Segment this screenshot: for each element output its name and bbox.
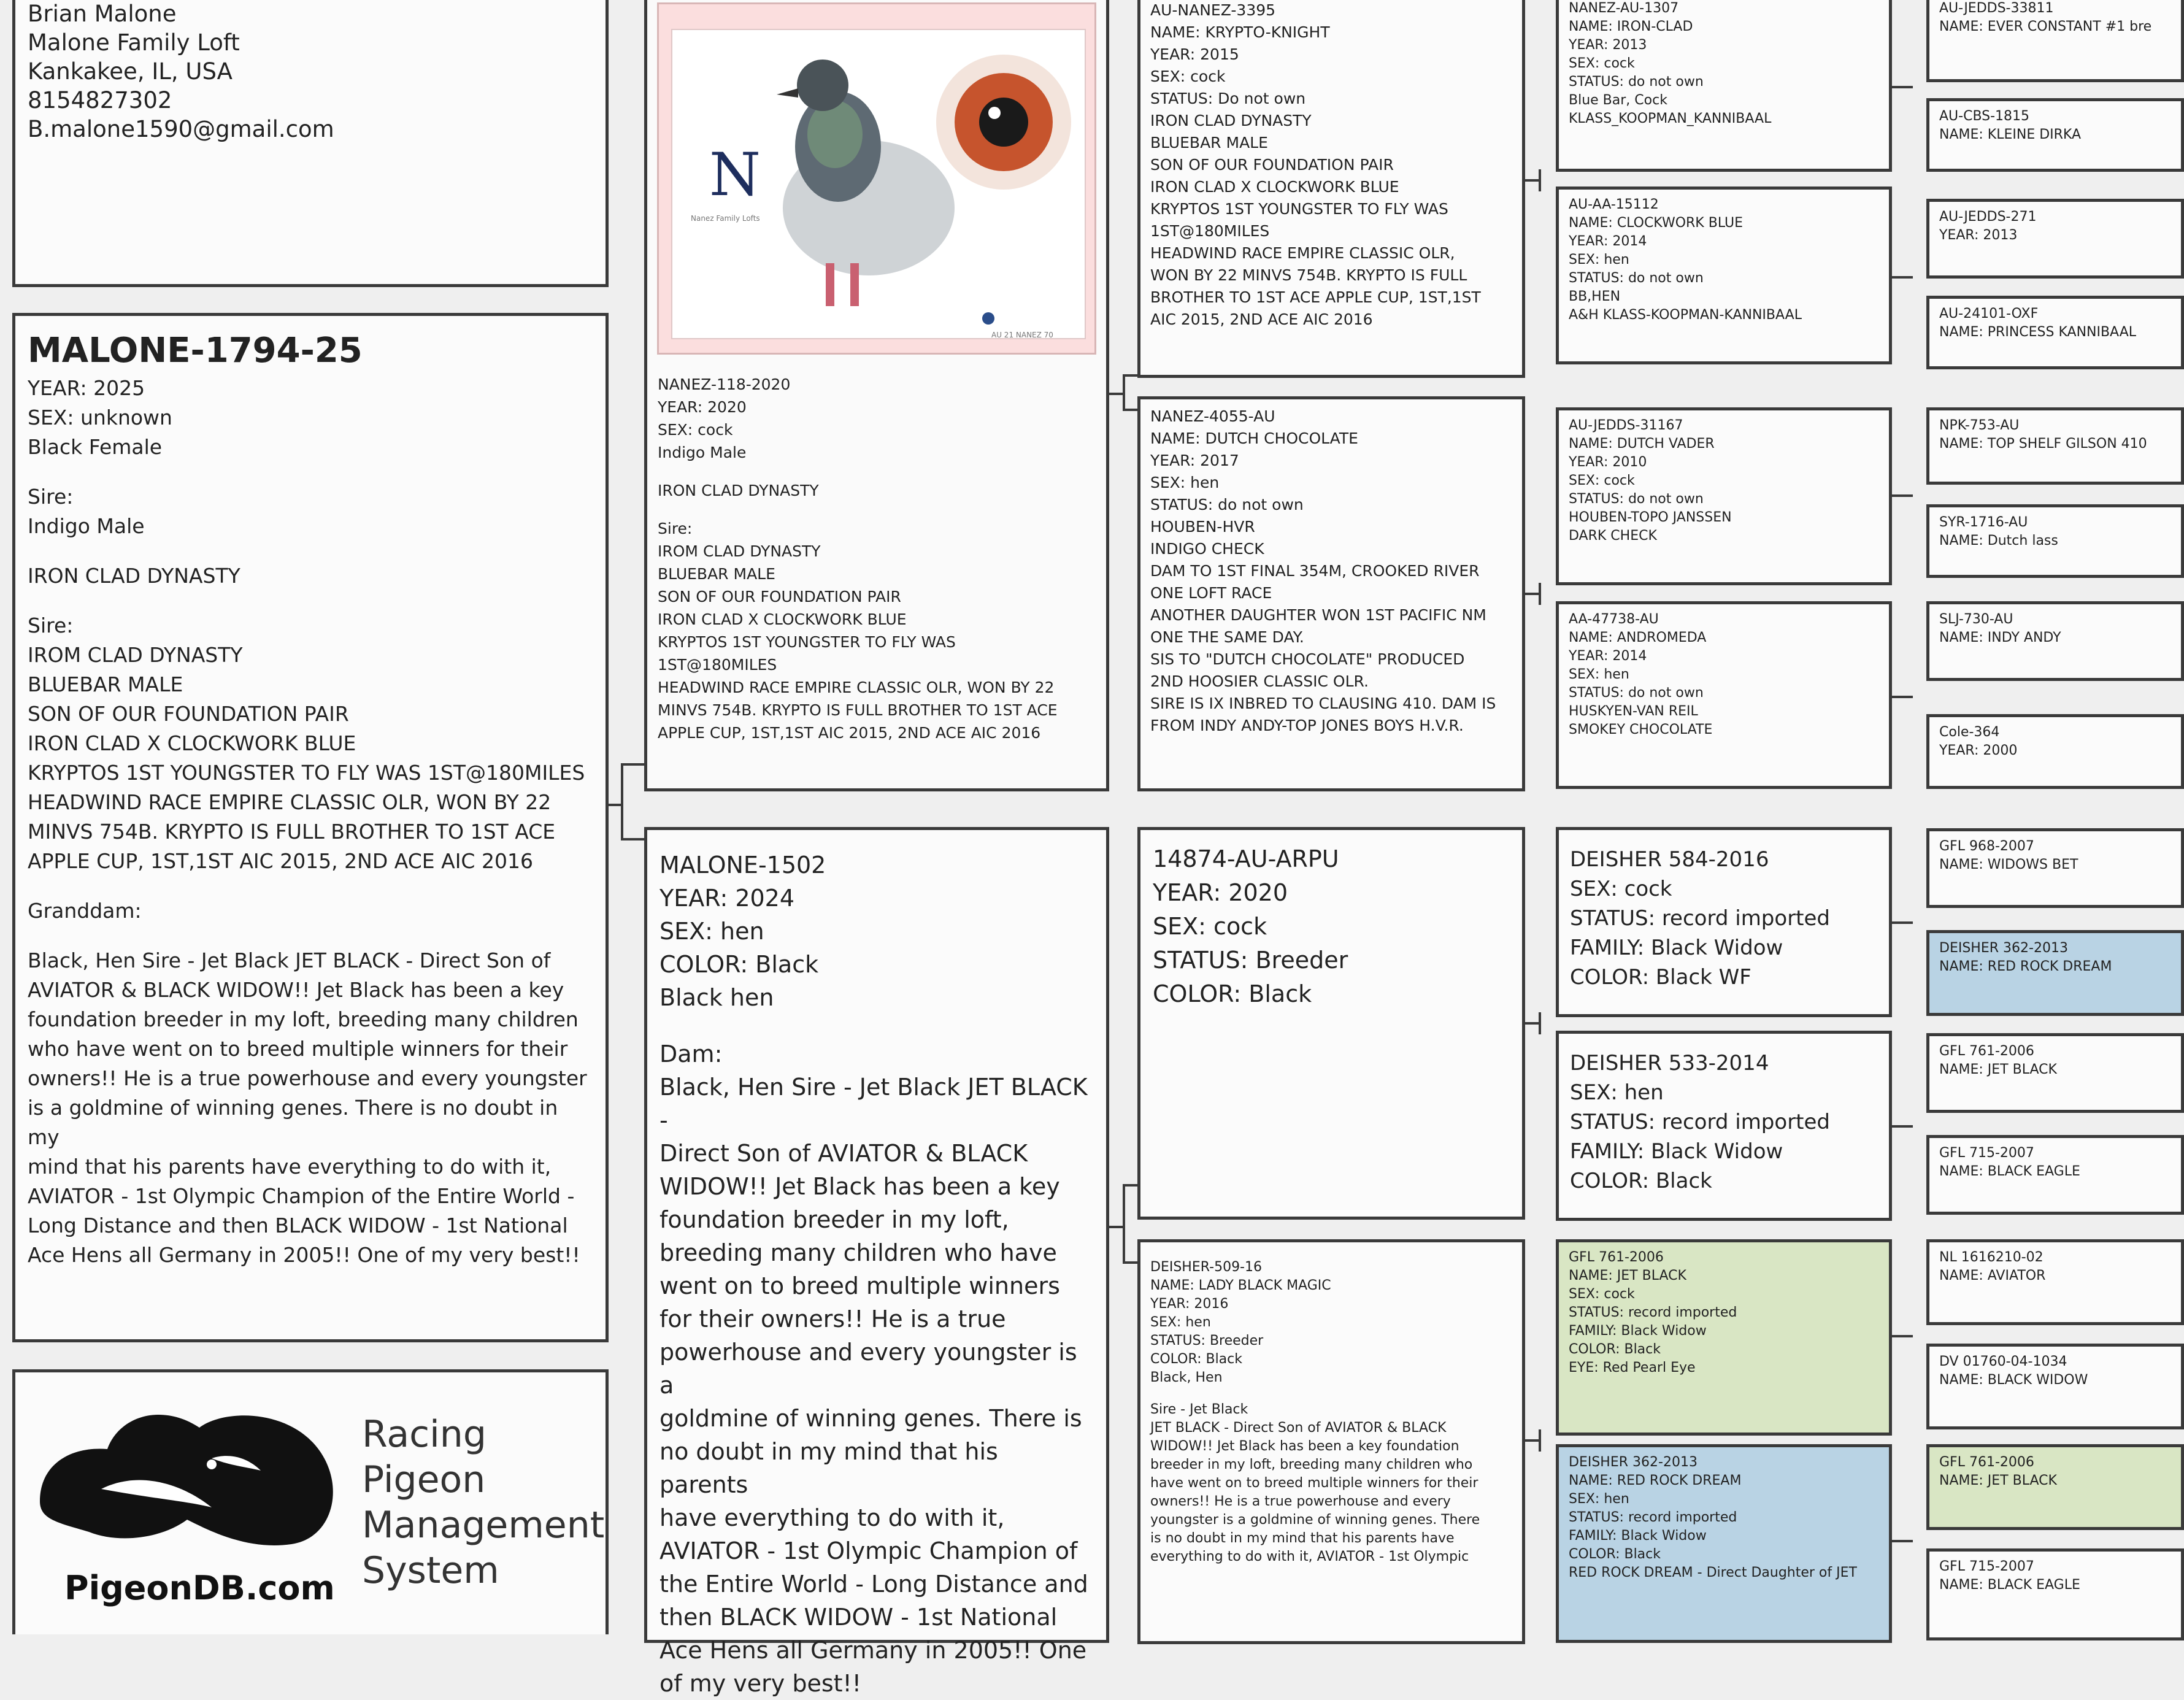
gen3-card-4 (1556, 601, 1892, 789)
text-line: YEAR: 2020 (1153, 879, 1288, 906)
text-line: AIC 2015, 2ND ACE AIC 2016 (1150, 310, 1373, 328)
photo-brand-letter: N (709, 140, 761, 209)
text-line: NAME: BLACK WIDOW (1939, 1372, 2088, 1388)
text-line: IRON CLAD DYNASTY (28, 564, 240, 588)
text-line: AVIATOR - 1st Olympic Champion of (659, 1537, 1078, 1564)
text-line: foundation breeder in my loft, breeding many children (28, 1007, 579, 1031)
text-line: COLOR: Black (1150, 1352, 1243, 1367)
text-line (28, 926, 593, 946)
text-line: STATUS: Do not own (1150, 90, 1306, 107)
text-line: HEADWIND RACE EMPIRE CLASSIC OLR, (1150, 244, 1455, 262)
text-line: Ace Hens all Germany in 2005!! One of my very best!! (28, 1243, 580, 1267)
text-line: is no doubt in my mind that his parents have (1150, 1531, 1455, 1546)
text-line: FAMILY: Black Widow (1569, 1323, 1707, 1339)
text-line: YEAR: 2014 (1569, 234, 1647, 249)
text-line: YEAR: 2013 (1569, 37, 1647, 53)
gen4-card-16 (1926, 1548, 2184, 1640)
gen3-card-5 (1556, 827, 1892, 1017)
text-line: COLOR: Black (1569, 1342, 1661, 1357)
text-line: DAM TO 1ST FINAL 354M, CROOKED RIVER (1150, 562, 1480, 580)
text-line: NAME: IRON-CLAD (1569, 19, 1693, 34)
text-line: YEAR: 2024 (659, 885, 795, 912)
text-line: have went on to breed multiple winners for their (1150, 1475, 1478, 1491)
text-line: FAMILY: Black Widow (1570, 936, 1783, 960)
text-line: SEX: cock (1570, 877, 1672, 901)
connector (1539, 1012, 1541, 1034)
text-line: YEAR: 2017 (1150, 452, 1239, 469)
text-line: KRYPTOS 1ST YOUNGSTER TO FLY WAS 1ST@180MILES (28, 761, 585, 785)
connector (1892, 921, 1913, 924)
text-line (659, 1014, 1094, 1037)
gen4-card-14 (1926, 1344, 2184, 1429)
text-line: COLOR: Black (1569, 1547, 1661, 1562)
text-line: HOUBEN-TOPO JANSSEN (1569, 510, 1732, 525)
connector (1892, 1335, 1913, 1337)
text-line: APPLE CUP, 1ST,1ST AIC 2015, 2ND ACE AIC 2016 (28, 849, 533, 873)
text-line: YEAR: 2000 (1939, 743, 2018, 758)
text-line: AU-JEDDS-271 (1939, 209, 2037, 225)
text-line (28, 591, 593, 611)
connector (1525, 593, 1540, 595)
text-line: NAME: CLOCKWORK BLUE (1569, 215, 1743, 231)
text-line: 1ST@180MILES (1150, 222, 1270, 240)
text-line: GFL 761-2006 (1939, 1044, 2034, 1059)
text-line: IRON CLAD DYNASTY (1150, 112, 1312, 129)
main-bird-band: MALONE-1794-25 (28, 331, 363, 371)
text-line: STATUS: Breeder (1150, 1333, 1264, 1348)
text-line: GFL 715-2007 (1939, 1145, 2034, 1161)
granddam-maternal-card (1137, 1239, 1525, 1644)
text-line: AU-NANEZ-3395 (1150, 1, 1276, 19)
connector (1525, 1022, 1540, 1025)
connector (1123, 1184, 1137, 1187)
text-line: IROM CLAD DYNASTY (28, 643, 243, 667)
text-line: 2ND HOOSIER CLASSIC OLR. (1150, 672, 1369, 690)
gen3-card-2 (1556, 187, 1892, 364)
text-line: SYR-1716-AU (1939, 515, 2028, 530)
text-line: IRON CLAD DYNASTY (658, 482, 819, 499)
text-line: INDIGO CHECK (1150, 540, 1264, 558)
text-line: powerhouse and every youngster is a (659, 1339, 1085, 1399)
text-line: AU-24101-OXF (1939, 306, 2039, 321)
text-line: DEISHER 584-2016 (1570, 847, 1769, 872)
text-line: JET BLACK - Direct Son of AVIATOR & BLACK (1150, 1420, 1447, 1436)
text-line: DEISHER 533-2014 (1570, 1051, 1769, 1075)
logo-title: Racing Pigeon Management System (362, 1413, 605, 1592)
owner-info (28, 0, 593, 144)
owner-card (12, 0, 609, 287)
text-line: Sire: (28, 613, 74, 637)
text-line: NANEZ-118-2020 (658, 375, 791, 393)
pigeon-logo-icon (28, 1391, 353, 1550)
text-line: Ace Hens all Germany in 2005!! One (659, 1637, 1087, 1664)
connector (1539, 583, 1541, 605)
text-line: SIRE IS IX INBRED TO CLAUSING 410. DAM IS (1150, 694, 1496, 712)
gen4-card-12 (1926, 1135, 2184, 1215)
text-line: the Entire World - Long Distance and (659, 1571, 1088, 1598)
connector (609, 804, 622, 806)
gen4-card-5 (1926, 407, 2184, 485)
text-line: STATUS: Breeder (1153, 947, 1348, 974)
text-line: Dam: (659, 1040, 723, 1067)
connector (1123, 1184, 1125, 1264)
logo-site: PigeonDB.com (64, 1569, 335, 1607)
text-line: NAME: INDY ANDY (1939, 630, 2061, 645)
text-line: mind that his parents have everything to do with it, (28, 1155, 552, 1179)
gen4-card-3 (1926, 199, 2184, 279)
gen3-card-3 (1556, 407, 1892, 585)
text-line: STATUS: record imported (1569, 1305, 1737, 1320)
text-line: Blue Bar, Cock (1569, 93, 1667, 108)
text-line: SEX: cock (658, 421, 733, 439)
text-line: AU-JEDDS-33811 (1939, 1, 2054, 16)
text-line: Indigo Male (658, 444, 747, 461)
text-line: AU-JEDDS-31167 (1569, 418, 1683, 433)
text-line: Black, Hen Sire - Jet Black JET BLACK - (659, 1074, 1095, 1134)
text-line: Direct Son of AVIATOR & BLACK (659, 1140, 1028, 1167)
text-line: BLUEBAR MALE (658, 565, 775, 583)
text-line: YEAR: 2014 (1569, 648, 1647, 664)
text-line: HEADWIND RACE EMPIRE CLASSIC OLR, WON BY 22 (28, 790, 552, 814)
sire-details (648, 367, 1121, 750)
text-line: KRYPTOS 1ST YOUNGSTER TO FLY WAS (658, 633, 956, 651)
text-line: MALONE-1502 (659, 852, 826, 879)
grandsire-maternal-card (1137, 827, 1525, 1220)
connector (1892, 1125, 1913, 1128)
text-line: SEX: hen (1150, 1315, 1211, 1330)
text-line: SEX: cock (1569, 1287, 1635, 1302)
text-line: DEISHER-509-16 (1150, 1260, 1262, 1275)
connector (1892, 86, 1913, 88)
text-line: foundation breeder in my loft, (659, 1206, 1009, 1233)
text-line: is a goldmine of winning genes. There is no doubt in my (28, 1096, 564, 1149)
connector (621, 763, 623, 840)
text-line: SEX: cock (1153, 913, 1267, 940)
text-line: YEAR: 2013 (1939, 228, 2018, 243)
text-line: EYE: Red Pearl Eye (1569, 1360, 1696, 1375)
text-line: NAME: ANDROMEDA (1569, 630, 1707, 645)
text-line: IRON CLAD X CLOCKWORK BLUE (28, 731, 356, 755)
text-line: Black hen (659, 984, 774, 1011)
text-line: SEX: hen (1569, 252, 1629, 267)
text-line: owners!! He is a true powerhouse and every (1150, 1494, 1451, 1509)
text-line: owners!! He is a true powerhouse and every youngster (28, 1066, 587, 1090)
text-line: have everything to do with it, (659, 1504, 1005, 1531)
text-line: Kankakee, IL, USA (28, 58, 233, 85)
text-line: NPK-753-AU (1939, 418, 2020, 433)
text-line: 8154827302 (28, 87, 172, 113)
text-line: Sire: (658, 520, 693, 537)
text-line: went on to breed multiple winners (659, 1272, 1060, 1299)
connector (621, 763, 644, 766)
text-line (658, 464, 1112, 479)
connector (1123, 374, 1137, 377)
text-line: NAME: RED ROCK DREAM (1569, 1473, 1742, 1488)
text-line: WIDOW!! Jet Black has been a key (659, 1173, 1060, 1200)
gen3-card-7 (1556, 1239, 1892, 1436)
text-line (658, 502, 1112, 517)
connector (1109, 1226, 1124, 1228)
connector (621, 838, 644, 840)
connector (1892, 276, 1913, 279)
text-line: B.malone1590@gmail.com (28, 116, 334, 142)
text-line: STATUS: record imported (1570, 906, 1831, 931)
text-line: NAME: AVIATOR (1939, 1268, 2046, 1283)
text-line: IROM CLAD DYNASTY (658, 542, 821, 560)
gen4-card-1 (1926, 0, 2184, 82)
text-line: COLOR: Black (659, 951, 819, 978)
text-line: ONE THE SAME DAY. (1150, 628, 1304, 646)
text-line: IRON CLAD X CLOCKWORK BLUE (1150, 178, 1399, 196)
text-line: WIDOW!! Jet Black has been a key foundation (1150, 1439, 1459, 1454)
text-line: STATUS: do not own (1569, 271, 1704, 286)
text-line: COLOR: Black WF (1570, 965, 1751, 990)
text-line: BLUEBAR MALE (1150, 134, 1268, 152)
text-line: 14874-AU-ARPU (1153, 845, 1339, 872)
connector (1892, 696, 1913, 698)
text-line: Black Female (28, 435, 163, 459)
text-line: AU-CBS-1815 (1939, 109, 2030, 124)
logo-card (12, 1369, 609, 1634)
text-line: Black, Hen (1150, 1370, 1223, 1385)
text-line: SON OF OUR FOUNDATION PAIR (1150, 156, 1394, 174)
granddam-paternal-card (1137, 396, 1525, 791)
text-line (28, 541, 593, 561)
text-line: FROM INDY ANDY-TOP JONES BOYS H.V.R. (1150, 717, 1464, 734)
text-line: YEAR: 2015 (1150, 45, 1239, 63)
text-line: NL 1616210-02 (1939, 1250, 2044, 1265)
connector (1539, 169, 1541, 191)
connector (1539, 1429, 1541, 1452)
text-line (28, 462, 593, 482)
text-line: everything to do with it, AVIATOR - 1st Olympic (1150, 1549, 1469, 1564)
text-line: STATUS: do not own (1569, 685, 1704, 701)
text-line: STATUS: do not own (1569, 74, 1704, 90)
text-line: YEAR: 2010 (1569, 455, 1647, 470)
text-line: NAME: BLACK EAGLE (1939, 1164, 2080, 1179)
text-line: Black, Hen Sire - Jet Black JET BLACK - Direct Son of (28, 948, 551, 972)
text-line: no doubt in my mind that his parents (659, 1438, 1005, 1498)
main-bird-card (12, 313, 609, 1342)
text-line: KRYPTOS 1ST YOUNGSTER TO FLY WAS (1150, 200, 1448, 218)
text-line: goldmine of winning genes. There is (659, 1405, 1082, 1432)
text-line: SEX: hen (1569, 1491, 1629, 1507)
text-line: NAME: BLACK EAGLE (1939, 1577, 2080, 1593)
text-line: SON OF OUR FOUNDATION PAIR (658, 588, 901, 606)
connector (1892, 1540, 1913, 1542)
text-line: GFL 761-2006 (1939, 1455, 2034, 1470)
text-line: NAME: RED ROCK DREAM (1939, 959, 2112, 974)
text-line: NAME: TOP SHELF GILSON 410 (1939, 436, 2147, 452)
text-line: GFL 968-2007 (1939, 839, 2034, 854)
text-line: HEADWIND RACE EMPIRE CLASSIC OLR, WON BY 22 (658, 679, 1055, 696)
text-line: AVIATOR - 1st Olympic Champion of the Entire World - (28, 1184, 575, 1208)
gen4-card-15 (1926, 1444, 2184, 1530)
text-line: NAME: PRINCESS KANNIBAAL (1939, 325, 2137, 340)
text-line: NANEZ-4055-AU (1150, 407, 1275, 425)
text-line: RED ROCK DREAM - Direct Daughter of JET (1569, 1565, 1857, 1580)
text-line: HUSKYEN-VAN REIL (1569, 704, 1698, 719)
gen4-card-10 (1926, 930, 2184, 1016)
text-line: SEX: cock (1150, 67, 1226, 85)
text-line: Brian Malone (28, 1, 177, 27)
text-line: A&H KLASS-KOOPMAN-KANNIBAAL (1569, 307, 1802, 323)
text-line (1150, 1387, 1512, 1401)
gen4-card-13 (1926, 1239, 2184, 1325)
text-line: Long Distance and then BLACK WIDOW - 1st National (28, 1213, 568, 1237)
text-line: DEISHER 362-2013 (1939, 940, 2068, 956)
gen4-card-11 (1926, 1033, 2184, 1113)
text-line: SEX: cock (1569, 473, 1635, 488)
text-line: ANOTHER DAUGHTER WON 1ST PACIFIC NM (1150, 606, 1486, 624)
gen3-card-8 (1556, 1444, 1892, 1643)
main-bird-details (28, 374, 593, 1270)
gen4-card-9 (1926, 828, 2184, 908)
text-line: NAME: JET BLACK (1939, 1473, 2057, 1488)
gen3-card-6 (1556, 1031, 1892, 1221)
text-line: MINVS 754B. KRYPTO IS FULL BROTHER TO 1ST ACE (28, 820, 556, 844)
connector (1123, 1261, 1137, 1264)
text-line: NAME: LADY BLACK MAGIC (1150, 1278, 1331, 1293)
text-line: Sire: (28, 485, 74, 509)
text-line: COLOR: Black (1570, 1169, 1712, 1193)
gen4-card-2 (1926, 98, 2184, 172)
text-line: NAME: JET BLACK (1569, 1268, 1686, 1283)
text-line: NAME: DUTCH CHOCOLATE (1150, 429, 1358, 447)
text-line: YEAR: 2020 (658, 398, 747, 416)
connector (1109, 393, 1124, 395)
text-line: Granddam: (28, 899, 142, 923)
gen4-card-7 (1926, 601, 2184, 681)
text-line: NAME: KLEINE DIRKA (1939, 127, 2082, 142)
text-line: SEX: cock (1569, 56, 1635, 71)
text-line: STATUS: record imported (1570, 1110, 1831, 1134)
connector (1525, 1439, 1540, 1442)
text-line: GFL 715-2007 (1939, 1559, 2034, 1574)
gen3-card-1 (1556, 0, 1892, 172)
text-line: 1ST@180MILES (658, 656, 777, 674)
connector (1123, 409, 1137, 411)
text-line: of my very best!! (659, 1670, 862, 1697)
text-line: YEAR: 2025 (28, 376, 145, 400)
text-line: NAME: JET BLACK (1939, 1062, 2057, 1077)
text-line: APPLE CUP, 1ST,1ST AIC 2015, 2ND ACE AIC 2016 (658, 724, 1041, 742)
text-line: FAMILY: Black Widow (1570, 1139, 1783, 1164)
text-line: SEX: hen (659, 918, 764, 945)
text-line: GFL 761-2006 (1569, 1250, 1664, 1265)
text-line: DARK CHECK (1569, 528, 1657, 544)
connector (1123, 374, 1125, 411)
text-line: WON BY 22 MINVS 754B. KRYPTO IS FULL (1150, 266, 1467, 284)
text-line: BB,HEN (1569, 289, 1621, 304)
text-line: Sire - Jet Black (1150, 1402, 1248, 1417)
text-line: NAME: KRYPTO-KNIGHT (1150, 23, 1330, 41)
text-line: BROTHER TO 1ST ACE APPLE CUP, 1ST,1ST (1150, 288, 1481, 306)
gen4-card-4 (1926, 296, 2184, 369)
grandsire-paternal-card (1137, 0, 1525, 378)
text-line: ONE LOFT RACE (1150, 584, 1272, 602)
text-line: SEX: hen (1569, 667, 1629, 682)
photo-brand-name: Nanez Family Lofts (691, 214, 760, 223)
text-line: Cole-364 (1939, 725, 2000, 740)
text-line: then BLACK WIDOW - 1st National (659, 1604, 1058, 1631)
text-line: SLJ-730-AU (1939, 612, 2013, 627)
text-line: Indigo Male (28, 514, 145, 538)
gen4-card-8 (1926, 714, 2184, 789)
text-line: SEX: hen (1570, 1080, 1664, 1105)
text-line: MINVS 754B. KRYPTO IS FULL BROTHER TO 1ST ACE (658, 701, 1058, 719)
text-line: NAME: WIDOWS BET (1939, 857, 2078, 872)
dam-details (659, 848, 1094, 1700)
text-line (28, 876, 593, 896)
text-line: youngster is a goldmine of winning genes. There (1150, 1512, 1480, 1528)
text-line: FAMILY: Black Widow (1569, 1528, 1707, 1544)
text-line: NAME: EVER CONSTANT #1 bre (1939, 19, 2152, 34)
text-line: AA-47738-AU (1569, 612, 1659, 627)
text-line: SMOKEY CHOCOLATE (1569, 722, 1713, 737)
text-line: COLOR: Black (1153, 980, 1312, 1007)
text-line: breeding many children who have (659, 1239, 1057, 1266)
text-line: DEISHER 362-2013 (1569, 1455, 1698, 1470)
text-line: SIS TO "DUTCH CHOCOLATE" PRODUCED (1150, 650, 1465, 668)
text-line: Malone Family Loft (28, 29, 240, 56)
text-line: IRON CLAD X CLOCKWORK BLUE (658, 610, 907, 628)
text-line: KLASS_KOOPMAN_KANNIBAAL (1569, 111, 1772, 126)
text-line: DV 01760-04-1034 (1939, 1354, 2067, 1369)
text-line: STATUS: do not own (1569, 491, 1704, 507)
text-line: NAME: Dutch lass (1939, 533, 2058, 548)
pigeon-photo-frame (671, 29, 1086, 339)
text-line: YEAR: 2016 (1150, 1296, 1229, 1312)
text-line: NAME: DUTCH VADER (1569, 436, 1715, 452)
text-line: STATUS: record imported (1569, 1510, 1737, 1525)
connector (1892, 494, 1913, 497)
text-line: SEX: unknown (28, 406, 172, 429)
text-line: who have went on to breed multiple winners for their (28, 1037, 568, 1061)
text-line: NANEZ-AU-1307 (1569, 1, 1679, 16)
text-line: AU-AA-15112 (1569, 197, 1659, 212)
connector (1525, 179, 1540, 182)
text-line: AVIATOR & BLACK WIDOW!! Jet Black has been a key (28, 978, 564, 1002)
text-line: SON OF OUR FOUNDATION PAIR (28, 702, 349, 726)
text-line: SEX: hen (1150, 474, 1220, 491)
pigeon-photo (657, 2, 1096, 355)
text-line: HOUBEN-HVR (1150, 518, 1255, 536)
text-line: BLUEBAR MALE (28, 672, 183, 696)
text-line: for their owners!! He is a true (659, 1306, 1006, 1333)
dam-card (644, 827, 1109, 1697)
gen4-card-6 (1926, 504, 2184, 578)
text-line: STATUS: do not own (1150, 496, 1304, 513)
text-line: breeder in my loft, breeding many children who (1150, 1457, 1473, 1472)
photo-band-caption: AU 21 NANEZ 70 (991, 331, 1053, 339)
